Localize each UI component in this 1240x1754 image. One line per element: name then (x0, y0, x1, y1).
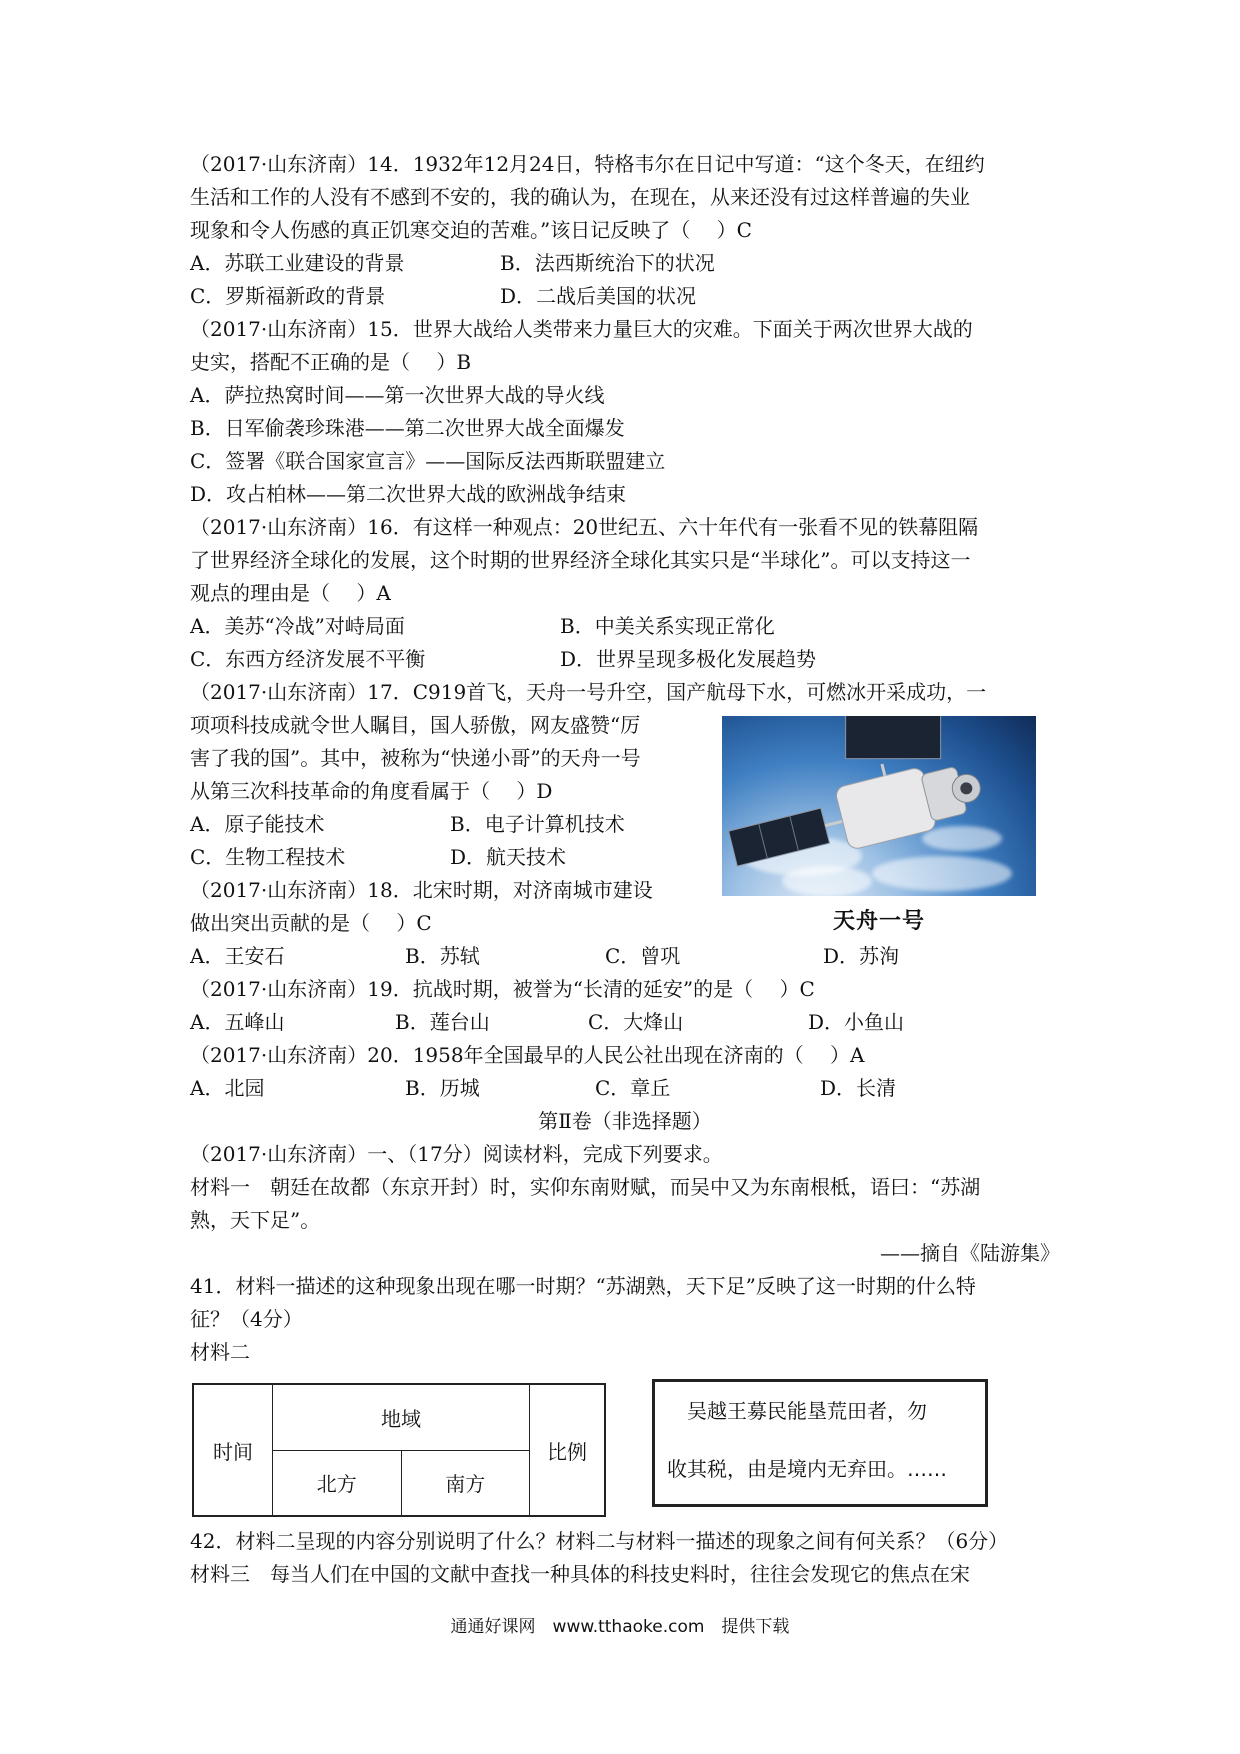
option-d: D．二战后美国的状况 (500, 284, 697, 308)
question-18-line: （2017·山东济南）18．北宋时期，对济南城市建设 (190, 878, 653, 902)
option-a: A．王安石 (190, 944, 285, 968)
question-line: 现象和令人伤感的真正饥寒交迫的苦难。”该日记反映了（ ）C (190, 218, 752, 242)
option-c: C．曾巩 (605, 944, 681, 968)
option-row (190, 1006, 1060, 1039)
option-row (190, 1072, 1060, 1105)
option-row (190, 280, 1060, 313)
option-a: A．美苏“冷战”对峙局面 (190, 614, 405, 638)
material-one-source: ——摘自《陆游集》 (880, 1241, 1060, 1265)
option-c: C．大烽山 (588, 1010, 684, 1034)
option-d: D．世界呈现多极化发展趋势 (560, 647, 817, 671)
material-two (190, 1375, 1060, 1525)
option-b: B．日军偷袭珍珠港——第二次世界大战全面爆发 (190, 416, 625, 440)
question-41-line: 征？（4分） (190, 1307, 303, 1331)
option-a: A．苏联工业建设的背景 (190, 251, 405, 275)
option-d: D．苏洵 (823, 944, 900, 968)
question-15 (190, 313, 1060, 511)
option-d: D．航天技术 (450, 845, 567, 869)
option-c: C．签署《联合国家宣言》——国际反法西斯联盟建立 (190, 449, 666, 473)
material-two-label: 材料二 (190, 1340, 250, 1364)
option-d: D．攻占柏林——第二次世界大战的欧洲战争结束 (190, 482, 627, 506)
option-row (190, 247, 1060, 280)
question-line: （2017·山东济南）19．抗战时期，被誉为“长清的延安”的是（ ）C (190, 977, 815, 1001)
question-line: 观点的理由是（ ）A (190, 581, 391, 605)
question-14 (190, 148, 1060, 313)
option-c: C．东西方经济发展不平衡 (190, 647, 426, 671)
spacecraft-icon (722, 716, 1036, 896)
option-c: C．章丘 (595, 1076, 671, 1100)
quote-line: 吴越王募民能垦荒田者，勿 (687, 1399, 927, 1423)
exam-page (190, 148, 1060, 1591)
material-one-line: 熟，天下足”。 (190, 1208, 321, 1232)
quote-line: 收其税，由是境内无弃田。…… (667, 1457, 947, 1481)
question-line: （2017·山东济南）16．有这样一种观点：20世纪五、六十年代有一张看不见的铁幕阻隔 (190, 515, 979, 539)
option-a: A．萨拉热窝时间——第一次世界大战的导火线 (190, 383, 605, 407)
part-one (190, 1138, 1060, 1591)
question-line: （2017·山东济南）15．世界大战给人类带来力量巨大的灾难。下面关于两次世界大战的 (190, 317, 973, 341)
question-41-line: 41．材料一描述的这种现象出现在哪一时期？“苏湖熟，天下足”反映了这一时期的什么特 (190, 1274, 976, 1298)
tianzhou-figure (722, 716, 1036, 935)
option-row (190, 643, 1060, 676)
option-d: D．小鱼山 (808, 1010, 905, 1034)
question-42-line: 42．材料二呈现的内容分别说明了什么？材料二与材料一描述的现象之间有何关系？（6分） (190, 1529, 1009, 1553)
question-line: 害了我的国”。其中，被称为“快递小哥”的天舟一号 (190, 746, 641, 770)
spacecraft-photo (722, 716, 1036, 896)
material-one-line: 材料一 朝廷在故都（东京开封）时，实仰东南财赋，而吴中又为东南根柢，语曰：“苏湖 (190, 1175, 981, 1199)
option-c: C．生物工程技术 (190, 845, 346, 869)
figure-caption: 天舟一号 (832, 908, 925, 934)
option-d: D．长清 (820, 1076, 897, 1100)
option-b: B．历城 (405, 1076, 480, 1100)
question-18-options (190, 940, 1060, 973)
table-header-ratio: 比例 (530, 1384, 606, 1516)
table-header-region: 地域 (273, 1384, 530, 1450)
question-line: 生活和工作的人没有不感到不安的，我的确认为，在现在，从来还没有过这样普遍的失业 (190, 185, 970, 209)
region-ratio-table (192, 1383, 606, 1517)
table-header-time: 时间 (193, 1384, 273, 1516)
question-line: 项项科技成就令世人瞩目，国人骄傲，网友盛赞“厉 (190, 713, 641, 737)
question-line: 史实，搭配不正确的是（ ）B (190, 350, 472, 374)
footer-credit: 通通好课网 www.tthaoke.com 提供下载 (450, 1617, 790, 1637)
question-18-line: 做出突出贡献的是（ ）C (190, 911, 432, 935)
option-b: B．莲台山 (395, 1010, 490, 1034)
question-line: （2017·山东济南）17．C919首飞，天舟一号升空，国产航母下水，可燃冰开采成功，一 (190, 680, 987, 704)
question-16 (190, 511, 1060, 676)
option-b: B．中美关系实现正常化 (560, 614, 775, 638)
question-line: 从第三次科技革命的角度看属于（ ）D (190, 779, 553, 803)
question-line: 了世界经济全球化的发展，这个时期的世界经济全球化其实只是“半球化”。可以支持这一 (190, 548, 971, 572)
quote-box (652, 1379, 988, 1507)
part-intro: （2017·山东济南）一、（17分）阅读材料，完成下列要求。 (190, 1142, 723, 1166)
option-row (190, 940, 1060, 973)
table-header-south: 南方 (401, 1450, 530, 1516)
question-17 (190, 676, 1060, 940)
option-a: A．五峰山 (190, 1010, 285, 1034)
option-b: B．苏轼 (405, 944, 480, 968)
question-19 (190, 973, 1060, 1039)
question-20 (190, 1039, 1060, 1105)
section-title: 第Ⅱ卷（非选择题） (538, 1109, 712, 1133)
question-line: （2017·山东济南）14．1932年12月24日，特格韦尔在日记中写道：“这个冬天，在纽约 (190, 152, 985, 176)
option-b: B．法西斯统治下的状况 (500, 251, 715, 275)
question-line: （2017·山东济南）20．1958年全国最早的人民公社出现在济南的（ ）A (190, 1043, 865, 1067)
option-b: B．电子计算机技术 (450, 812, 625, 836)
option-row (190, 610, 1060, 643)
option-row (190, 808, 710, 841)
option-c: C．罗斯福新政的背景 (190, 284, 386, 308)
material-three-line: 材料三 每当人们在中国的文献中查找一种具体的科技史料时，往往会发现它的焦点在宋 (190, 1562, 970, 1586)
option-a: A．北园 (190, 1076, 265, 1100)
option-a: A．原子能技术 (190, 812, 325, 836)
table-header-north: 北方 (273, 1450, 402, 1516)
option-row (190, 841, 710, 874)
